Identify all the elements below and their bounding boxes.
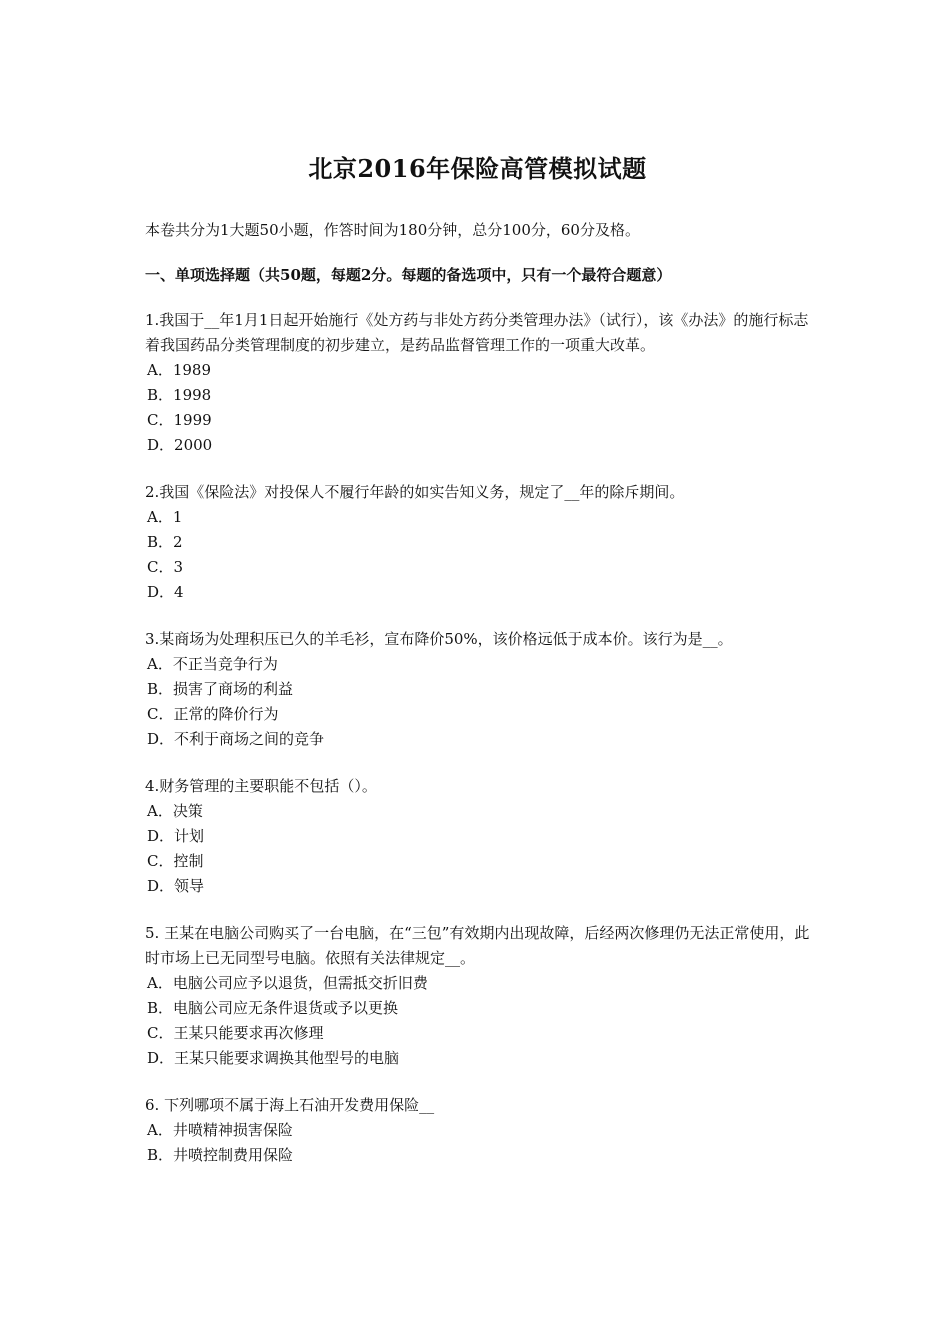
question-3	[145, 627, 810, 752]
option-a: A．电脑公司应予以退货，但需抵交折旧费	[147, 974, 428, 992]
question-stem: 2.我国《保险法》对投保人不履行年龄的如实告知义务，规定了__年的除斥期间。	[145, 483, 685, 501]
option-a: A．井喷精神损害保险	[147, 1121, 293, 1139]
exam-intro: 本卷共分为1大题50小题，作答时间为180分钟，总分100分，60分及格。	[145, 221, 640, 239]
option-a: A．1	[147, 508, 183, 526]
option-c: C．1999	[147, 411, 212, 429]
option-a: A．1989	[147, 361, 212, 379]
section-heading: 一、单项选择题（共50题，每题2分。每题的备选项中，只有一个最符合题意）	[145, 266, 672, 284]
question-5	[145, 921, 810, 1071]
option-b: B．电脑公司应无条件退货或予以更换	[147, 999, 399, 1017]
option-d: D．2000	[147, 436, 213, 454]
page-title: 北京2016年保险高管模拟试题	[308, 154, 647, 183]
question-4	[145, 774, 810, 899]
option-d: D．4	[147, 583, 184, 601]
question-6	[145, 1093, 810, 1168]
option-c: C．控制	[147, 852, 204, 870]
question-1	[145, 308, 810, 458]
question-stem: 6. 下列哪项不属于海上石油开发费用保险__	[145, 1096, 435, 1114]
option-b: B．1998	[147, 386, 212, 404]
question-stem: 1.我国于__年1月1日起开始施行《处方药与非处方药分类管理办法》（试行），该《办法》的施行标志着我国药品分类管理制度的初步建立，是药品监督管理工作的一项重大改革。	[145, 311, 809, 354]
option-b: B．2	[147, 533, 183, 551]
question-stem: 4.财务管理的主要职能不包括（）。	[145, 777, 377, 795]
option-d: D．不利于商场之间的竞争	[147, 730, 325, 748]
option-c: C．正常的降价行为	[147, 705, 279, 723]
option-c: C．王某只能要求再次修理	[147, 1024, 324, 1042]
option-d: D．王某只能要求调换其他型号的电脑	[147, 1049, 400, 1067]
question-stem: 5. 王某在电脑公司购买了一台电脑，在“三包”有效期内出现故障，后经两次修理仍无法正常使用，此时市场上已无同型号电脑。依照有关法律规定__。	[145, 924, 810, 967]
option-b: B．井喷控制费用保险	[147, 1146, 294, 1164]
option-c: C．3	[147, 558, 184, 576]
option-a: A．决策	[147, 802, 203, 820]
option-a: A．不正当竞争行为	[147, 655, 278, 673]
document-page	[145, 150, 810, 1190]
question-stem: 3.某商场为处理积压已久的羊毛衫，宣布降价50%，该价格远低于成本价。该行为是__。	[145, 630, 733, 648]
option-d: D．领导	[147, 877, 205, 895]
option-d-first: D．计划	[147, 827, 205, 845]
option-b: B．损害了商场的利益	[147, 680, 294, 698]
question-2	[145, 480, 810, 605]
